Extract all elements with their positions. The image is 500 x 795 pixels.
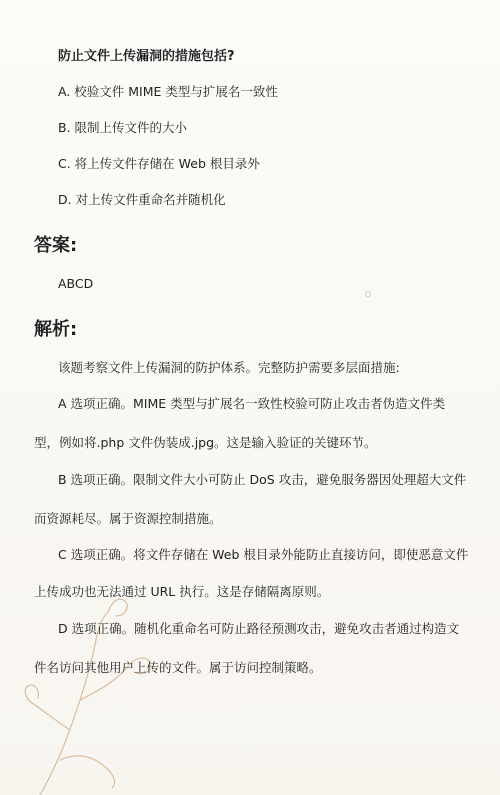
question-title: 防止文件上传漏洞的措施包括? <box>58 49 235 64</box>
answer-value: ABCD <box>58 276 94 291</box>
analysis-line: 型，例如将.php 文件伪装成.jpg。这是输入验证的关键环节。 <box>34 435 377 450</box>
analysis-line: C 选项正确。将文件存储在 Web 根目录外能防止直接访问，即使恶意文件 <box>58 547 469 562</box>
analysis-heading: 解析: <box>34 319 78 340</box>
analysis-line: 上传成功也无法通过 URL 执行。这是存储隔离原则。 <box>34 584 330 599</box>
analysis-line: 而资源耗尽。属于资源控制措施。 <box>34 511 222 526</box>
analysis-line: A 选项正确。MIME 类型与扩展名一致性校验可防止攻击者伪造文件类 <box>58 396 446 411</box>
option-b: B. 限制上传文件的大小 <box>58 120 188 135</box>
analysis-line: 件名访问其他用户上传的文件。属于访问控制策略。 <box>34 660 322 675</box>
analysis-line: D 选项正确。随机化重命名可防止路径预测攻击，避免攻击者通过构造文 <box>58 621 460 636</box>
analysis-intro: 该题考察文件上传漏洞的防护体系。完整防护需要多层面措施: <box>58 360 400 375</box>
option-a: A. 校验文件 MIME 类型与扩展名一致性 <box>58 84 278 99</box>
analysis-line: B 选项正确。限制文件大小可防止 DoS 攻击，避免服务器因处理超大文件 <box>58 472 467 487</box>
option-c: C. 将上传文件存储在 Web 根目录外 <box>58 156 260 171</box>
option-d: D. 对上传文件重命名并随机化 <box>58 192 226 207</box>
answer-heading: 答案: <box>34 235 78 256</box>
